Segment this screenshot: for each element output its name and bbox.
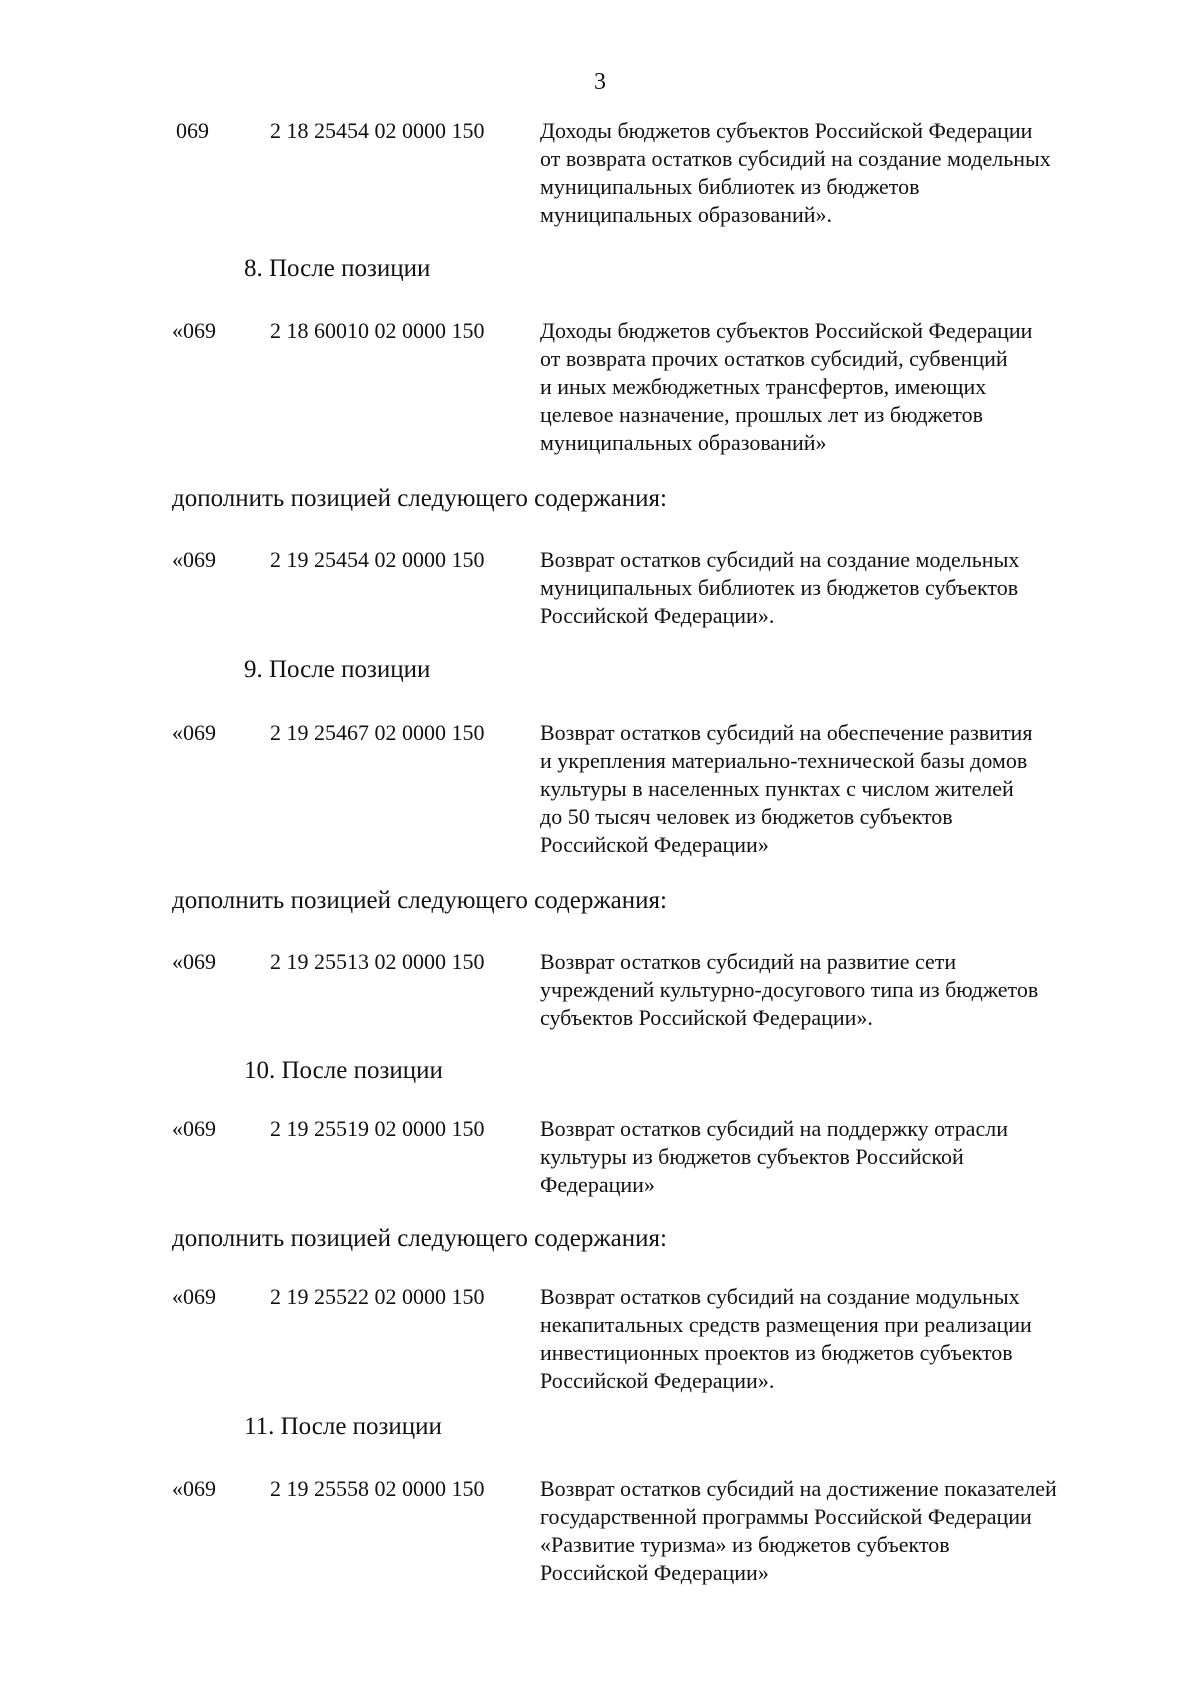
entry-description: [540, 117, 1140, 229]
budget-classification-code: 2 18 25454 02 0000 150: [270, 118, 485, 143]
description-line: Доходы бюджетов субъектов Российской Федерации: [540, 118, 1033, 143]
entry-description: [540, 1283, 1140, 1395]
budget-classification-code: 2 19 25513 02 0000 150: [270, 949, 485, 974]
description-line: учреждений культурно-досугового типа из бюджетов: [540, 977, 1039, 1002]
section-heading: 8. После позиции: [244, 255, 431, 282]
admin-code: «069: [172, 547, 216, 572]
supplement-instruction: дополнить позицией следующего содержания:: [172, 1225, 667, 1252]
entry-description: [540, 317, 1140, 457]
description-line: Возврат остатков субсидий на развитие сети: [540, 949, 957, 974]
admin-code: «069: [172, 949, 216, 974]
description-line: до 50 тысяч человек из бюджетов субъектов: [540, 804, 953, 829]
description-line: государственной программы Российской Федерации: [540, 1504, 1032, 1529]
budget-classification-code: 2 19 25454 02 0000 150: [270, 547, 485, 572]
section-heading: 9. После позиции: [244, 656, 431, 683]
description-line: культуры из бюджетов субъектов Российской: [540, 1144, 964, 1169]
budget-classification-code: 2 19 25558 02 0000 150: [270, 1476, 485, 1501]
description-line: Возврат остатков субсидий на достижение показателей: [540, 1476, 1057, 1501]
admin-code: «069: [172, 318, 216, 343]
section-heading: 10. После позиции: [244, 1057, 443, 1084]
description-line: Доходы бюджетов субъектов Российской Федерации: [540, 318, 1033, 343]
entry-description: [540, 1115, 1140, 1199]
description-line: «Развитие туризма» из бюджетов субъектов: [540, 1532, 950, 1557]
budget-classification-code: 2 19 25522 02 0000 150: [270, 1284, 485, 1309]
supplement-instruction: дополнить позицией следующего содержания:: [172, 485, 667, 512]
description-line: Возврат остатков субсидий на создание модульных: [540, 1284, 1020, 1309]
entry-description: [540, 546, 1140, 630]
page-number: 3: [594, 69, 606, 95]
description-line: Российской Федерации».: [540, 1368, 775, 1393]
admin-code: 069: [176, 118, 209, 143]
budget-classification-code: 2 18 60010 02 0000 150: [270, 318, 485, 343]
admin-code: «069: [172, 1284, 216, 1309]
description-line: некапитальных средств размещения при реализации: [540, 1312, 1032, 1337]
description-line: Российской Федерации»: [540, 832, 769, 857]
description-line: Возврат остатков субсидий на обеспечение развития: [540, 720, 1033, 745]
description-line: субъектов Российской Федерации».: [540, 1005, 873, 1030]
description-line: Возврат остатков субсидий на поддержку отрасли: [540, 1116, 1008, 1141]
admin-code: «069: [172, 720, 216, 745]
description-line: муниципальных образований».: [540, 202, 833, 227]
description-line: муниципальных библиотек из бюджетов: [540, 174, 920, 199]
description-line: от возврата прочих остатков субсидий, субвенций: [540, 346, 1008, 371]
entry-description: [540, 948, 1140, 1032]
description-line: и иных межбюджетных трансфертов, имеющих: [540, 374, 987, 399]
description-line: от возврата остатков субсидий на создание модельных: [540, 146, 1051, 171]
description-line: целевое назначение, прошлых лет из бюджетов: [540, 402, 983, 427]
description-line: Федерации»: [540, 1172, 655, 1197]
admin-code: «069: [172, 1476, 216, 1501]
description-line: Российской Федерации».: [540, 603, 775, 628]
admin-code: «069: [172, 1116, 216, 1141]
description-line: Возврат остатков субсидий на создание модельных: [540, 547, 1020, 572]
budget-classification-code: 2 19 25519 02 0000 150: [270, 1116, 485, 1141]
description-line: и укрепления материально-технической базы домов: [540, 748, 1028, 773]
description-line: муниципальных библиотек из бюджетов субъектов: [540, 575, 1019, 600]
description-line: культуры в населенных пунктах с числом жителей: [540, 776, 1014, 801]
description-line: инвестиционных проектов из бюджетов субъектов: [540, 1340, 1013, 1365]
supplement-instruction: дополнить позицией следующего содержания:: [172, 887, 667, 914]
entry-description: [540, 719, 1140, 859]
entry-description: [540, 1475, 1140, 1587]
budget-classification-code: 2 19 25467 02 0000 150: [270, 720, 485, 745]
description-line: Российской Федерации»: [540, 1560, 769, 1585]
section-heading: 11. После позиции: [244, 1413, 442, 1440]
description-line: муниципальных образований»: [540, 430, 827, 455]
